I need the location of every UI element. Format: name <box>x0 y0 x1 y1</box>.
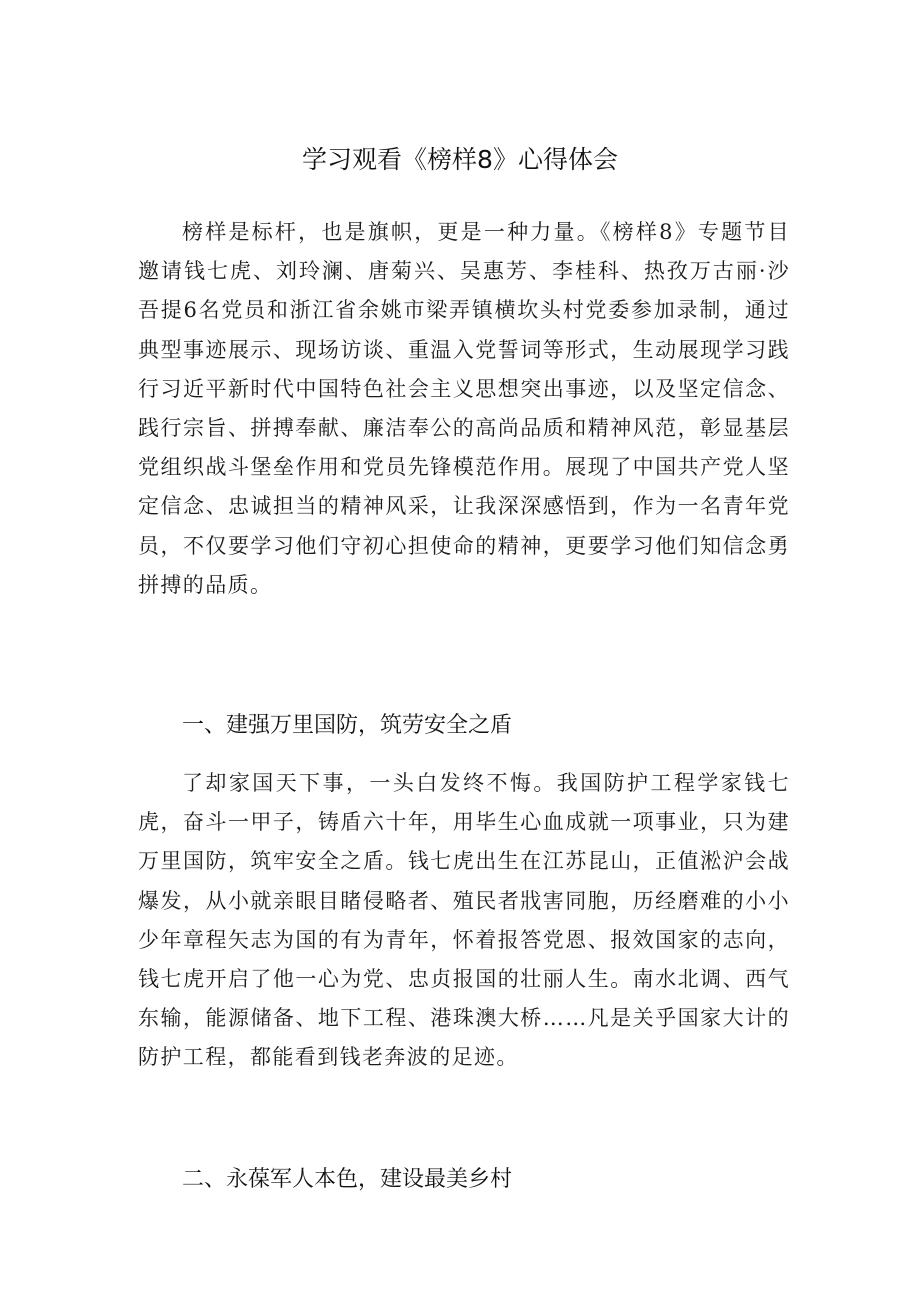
intro-paragraph: 榜样是标杆，也是旗帜，更是一种力量。《榜样8》专题节目邀请钱七虎、刘玲澜、唐菊兴、吴惠芳、李桂科、热孜万古丽·沙吾提6名党员和浙江省余姚市梁弄镇横坎头村党委参加录制，通过典型事迹展示、现场访谈、重温入党誓词等形式，生动展现学习践行习近平新时代中国特色社会主义思想突出事迹，以及坚定信念、践行宗旨、拼搏奉献、廉洁奉公的高尚品质和精神风范，彰显基层党组织战斗堡垒作用和党员先锋模范作用。展现了中国共产党人坚定信念、忠诚担当的精神风采，让我深深感悟到，作为一名青年党员，不仅要学习他们守初心担使命的精神，更要学习他们知信念勇拼搏的品质。 <box>138 220 790 597</box>
section-heading-1: 一、建强万里国防，筑劳安全之盾 <box>182 713 513 738</box>
document-title: 学习观看《榜样8》心得体会 <box>302 145 618 174</box>
section-heading-2: 二、永葆军人本色，建设最美乡村 <box>182 1167 513 1192</box>
section-1-paragraph: 了却家国天下事，一头白发终不悔。我国防护工程学家钱七虎，奋斗一甲子，铸盾六十年，用毕生心血成就一项事业，只为建万里国防，筑牢安全之盾。钱七虎出生在江苏昆山，正值淞沪会战爆发，从小就亲眼目睹侵略者、殖民者戕害同胞，历经磨难的小小少年章程矢志为国的有为青年，怀着报答党恩、报效国家的志向，钱七虎开启了他一心为党、忠贞报国的壮丽人生。南水北调、西气东输，能源储备、地下工程、港珠澳大桥……凡是关乎国家大计的防护工程，都能看到钱老奔波的足迹。 <box>138 771 790 1070</box>
